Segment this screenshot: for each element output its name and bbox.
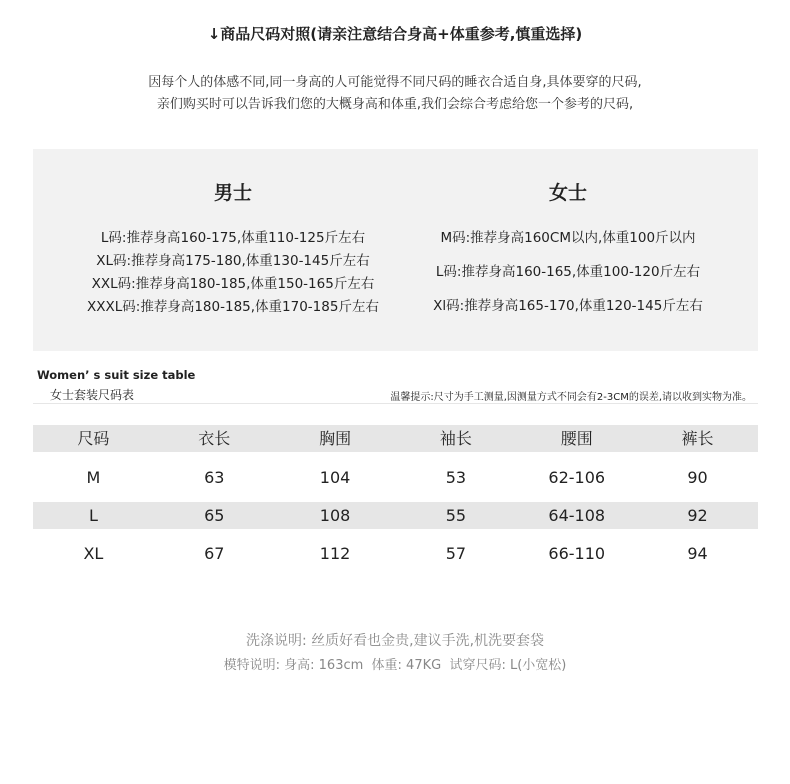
table-row xyxy=(33,464,758,491)
table-cell: L xyxy=(88,506,98,525)
table-cell: 104 xyxy=(319,468,351,487)
divider xyxy=(33,403,758,404)
men-size-line: L码:推荐身高160-175,体重110-125斤左右 xyxy=(100,230,366,246)
women-size-line: M码:推荐身高160CM以内,体重100斤以内 xyxy=(440,230,696,246)
table-cell: 63 xyxy=(204,468,225,487)
table-cell: 66-110 xyxy=(548,544,606,563)
men-heading: 男士 xyxy=(213,182,252,204)
measurement-tip: 温馨提示:尺寸为手工测量,因测量方式不同会有2-3CM的误差,请以收到实物为准。 xyxy=(390,392,752,403)
table-header-cell: 腰围 xyxy=(560,429,593,448)
men-size-line: XXL码:推荐身高180-185,体重150-165斤左右 xyxy=(91,276,375,292)
table-cell: 64-108 xyxy=(548,506,606,525)
table-cell: 94 xyxy=(687,544,708,563)
page-title: ↓商品尺码对照(请亲注意结合身高+体重参考,慎重选择) xyxy=(207,25,583,43)
men-size-line: XL码:推荐身高175-180,体重130-145斤左右 xyxy=(96,253,370,269)
table-row xyxy=(33,540,758,567)
women-size-line: L码:推荐身高160-165,体重100-120斤左右 xyxy=(435,264,701,280)
women-size-line: Xl码:推荐身高165-170,体重120-145斤左右 xyxy=(433,298,703,314)
size-table-title-cn: 女士套装尺码表 xyxy=(50,388,135,402)
table-header-cell: 衣长 xyxy=(198,429,231,448)
table-cell: 108 xyxy=(319,506,351,525)
table-header-cell: 尺码 xyxy=(77,429,110,448)
intro-line-1: 因每个人的体感不同,同一身高的人可能觉得不同尺码的睡衣合适自身,具体要穿的尺码, xyxy=(148,75,642,90)
table-cell: 57 xyxy=(445,544,467,563)
table-row xyxy=(33,502,758,529)
table-header-cell: 裤长 xyxy=(681,429,714,448)
table-cell: XL xyxy=(83,544,104,563)
table-header-cell: 袖长 xyxy=(439,429,472,448)
table-header-cell: 胸围 xyxy=(319,429,352,448)
table-cell: 112 xyxy=(319,544,351,563)
table-cell: M xyxy=(86,468,101,487)
women-heading: 女士 xyxy=(548,182,587,204)
wash-instructions: 洗涤说明: 丝质好看也金贵,建议手洗,机洗要套袋 xyxy=(245,633,545,649)
size-table-title-en: Women’ s suit size table xyxy=(37,368,196,382)
table-cell: 90 xyxy=(687,468,708,487)
table-header-row xyxy=(33,425,758,452)
table-cell: 67 xyxy=(204,544,225,563)
intro-line-2: 亲们购买时可以告诉我们您的大概身高和体重,我们会综合考虑给您一个参考的尺码, xyxy=(156,97,634,112)
table-cell: 62-106 xyxy=(548,468,606,487)
table-cell: 55 xyxy=(445,506,467,525)
model-info: 模特说明: 身高: 163cm 体重: 47KG 试穿尺码: L(小宽松) xyxy=(223,658,567,673)
table-cell: 65 xyxy=(204,506,225,525)
men-size-line: XXXL码:推荐身高180-185,体重170-185斤左右 xyxy=(87,299,379,315)
table-cell: 53 xyxy=(445,468,467,487)
table-cell: 92 xyxy=(687,506,708,525)
